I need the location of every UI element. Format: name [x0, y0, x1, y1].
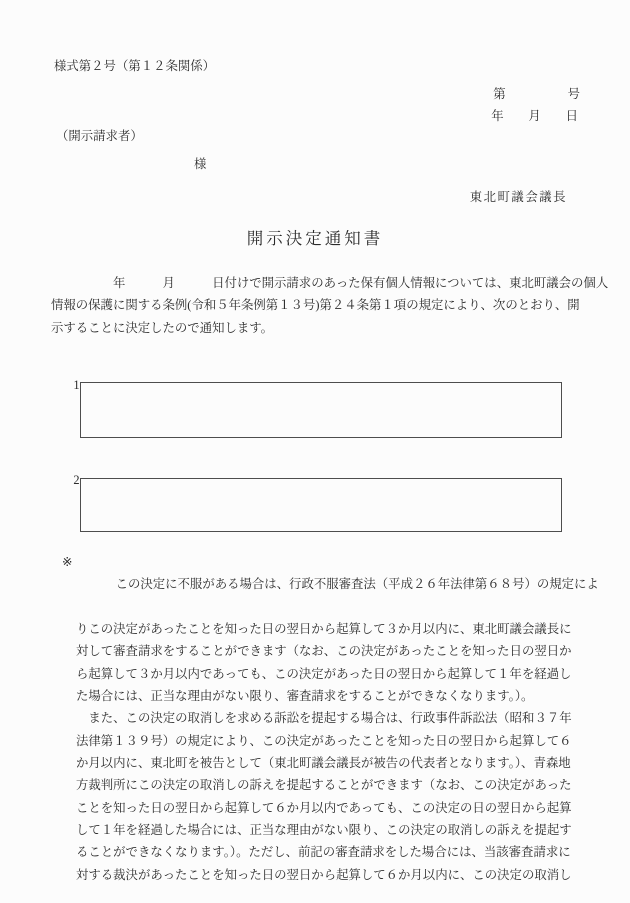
sender-title: 東北町議会議長 — [469, 190, 567, 204]
body-line: 年 月 日付けで開示請求のあった保有個人情報については、東北町議会の個人 — [51, 276, 609, 290]
document-number-line: 第 号 — [493, 87, 580, 101]
note-line: か月以内に、東北町を被告として（東北町議会議長が被告の代表者となります。）、青森地 — [76, 756, 571, 771]
section-2-entry-box — [80, 478, 562, 532]
section-1-entry-box — [80, 382, 562, 438]
note-line: りこの決定があったことを知った日の翌日から起算して３か月以内に、東北町議会議長に — [76, 622, 572, 637]
document-title: 開示決定通知書 — [246, 229, 384, 248]
addressee-label: （開示請求者） — [56, 129, 143, 143]
note-line: ることができなくなります。）。ただし、前記の審査請求をした場合には、当該審査請求に — [76, 845, 571, 860]
note-line: 対する裁決があったことを知った日の翌日から起算して６か月以内に、この決定の取消し — [76, 867, 572, 882]
reference-mark: ※ — [62, 555, 73, 569]
section-1-number: 1 — [73, 378, 80, 392]
note-line-text: この決定に不服がある場合は、行政不服審査法（平成２６年法律第６８号）の規定によ — [115, 577, 599, 592]
note-line: た場合には、正当な理由がない限り、審査請求をすることができなくなります。）。 — [76, 689, 534, 704]
note-line: また、この決定の取消しを求める訴訟を提起する場合は、行政事件訴訟法（昭和３７年 — [76, 711, 572, 726]
body-line: 示することに決定したので通知します。 — [51, 320, 274, 335]
note-line: 対して審査請求をすることができます（なお、この決定があったことを知った日の翌日か — [76, 644, 572, 659]
form-number: 様式第２号（第１２条関係） — [54, 59, 216, 73]
section-2-number: 2 — [73, 473, 80, 487]
note-line: ことを知った日の翌日から起算して６か月以内であっても、この決定の日の翌日から起算 — [76, 800, 572, 815]
note-line: 法律第１３９号）の規定により、この決定があったことを知った日の翌日から起算して６ — [76, 733, 572, 748]
date-line: 年 月 日 — [491, 109, 578, 123]
addressee-honorific: 様 — [194, 157, 207, 171]
note-line — [62, 551, 599, 618]
appeal-note — [62, 551, 599, 886]
note-line: 方裁判所にこの決定の取消しの訴えを提起することができます（なお、この決定があった — [76, 778, 572, 793]
body-line: 情報の保護に関する条例(令和５年条例第１３号)第２４条第１項の規定により、次のとおり、開 — [51, 298, 580, 313]
body-paragraph — [51, 272, 609, 339]
note-line: ら起算して３か月以内であっても、この決定があった日の翌日から起算して１年を経過し — [76, 666, 572, 681]
note-line: して１年を経過した場合には、正当な理由がない限り、この決定の取消しの訴えを提起す — [76, 823, 572, 838]
